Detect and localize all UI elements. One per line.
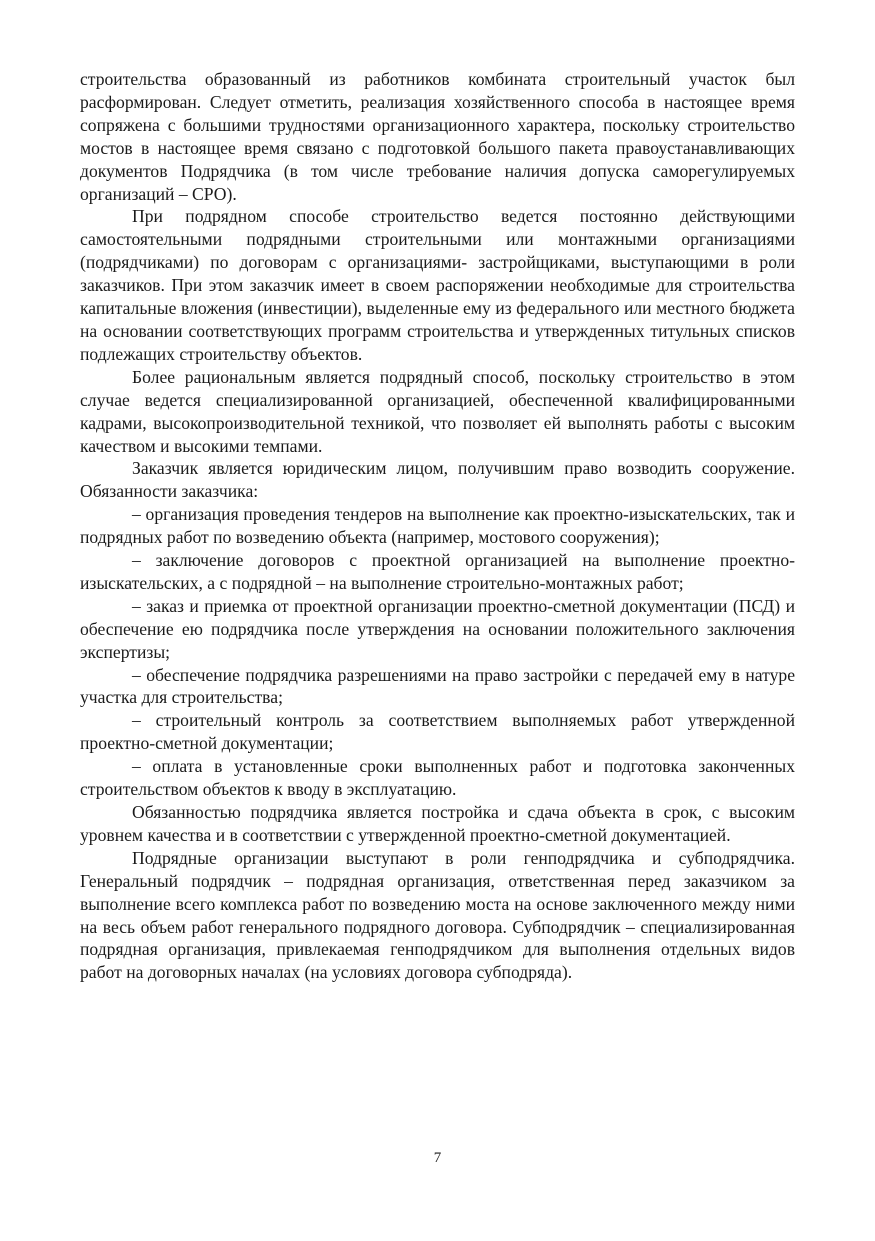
list-item-contracts: – заключение договоров с проектной организацией на выполнение проектно-изыскательских, а с подрядной – на выполнение строительно-монтажных работ; xyxy=(80,550,795,593)
paragraph-contract-method: При подрядном способе строительство ведется постоянно действующими самостоятельными подрядными строительными или монтажными организациями (подрядчиками) по договорам с организациями- застройщиками, выступающими в роли заказчиков. При этом заказчик имеет в своем распоряжении необходимые для строительства капитальные вложения (инвестиции), выделенные ему из федерального или местного бюджета на основании соответствующих программ строительства и утвержденных титульных списков подлежащих строительству объектов. xyxy=(80,206,795,364)
list-item-payment: – оплата в установленные сроки выполненных работ и подготовка законченных строительством объектов к вводу в эксплуатацию. xyxy=(80,756,795,800)
list-item-design-docs: – заказ и приемка от проектной организации проектно-сметной документации (ПСД) и обеспечение ею подрядчика после утверждения на основании положительного заключения экспертизы; xyxy=(80,595,795,662)
list-item-control: – строительный контроль за соответствием выполняемых работ утвержденной проектно-сметной документации; xyxy=(80,710,795,754)
list-item-permits: – обеспечение подрядчика разрешениями на право застройки с передачей ему в натуре участка для строительства; xyxy=(80,664,795,708)
paragraph-rational-method: Более рациональным является подрядный способ, поскольку строительство в этом случае ведется специализированной организацией, обеспеченной квалифицированными кадрами, высокопроизводительной техникой, что позволяет ей выполнять работы с высоким качеством и высокими темпами. xyxy=(80,366,795,456)
paragraph-continuation: строительства образованный из работников комбината строительный участок был расформирован. Следует отметить, реализация хозяйственного способа в настоящее время сопряжена с большими трудностями организационного характера, поскольку строительство мостов в настоящее время связано с подготовкой большого пакета правоустанавливающих документов Подрядчика (в том числе требование наличия допуска саморегулируемых организаций – СРО). xyxy=(80,69,795,204)
paragraph-contractor-duty: Обязанностью подрядчика является постройка и сдача объекта в срок, с высоким уровнем качества и в соответствии с утвержденной проектно-сметной документацией. xyxy=(80,802,795,845)
paragraph-customer-definition: Заказчик является юридическим лицом, получившим право возводить сооружение. Обязанности заказчика: xyxy=(80,458,795,502)
paragraph-general-contractor: Подрядные организации выступают в роли генподрядчика и субподрядчика. Генеральный подрядчик – подрядная организация, ответственная перед заказчиком за выполнение всего комплекса работ по возведению моста на основе заключенного между ними на весь объем работ генерального подрядного договора. Субподрядчик – специализированная подрядная организация, привлекаемая генподрядчиком для выполнения отдельных видов работ на договорных началах (на условиях договора субподряда). xyxy=(80,847,795,983)
list-item-tenders: – организация проведения тендеров на выполнение как проектно-изыскательских, так и подрядных работ по возведению объекта (например, мостового сооружения); xyxy=(80,504,795,548)
page-number: 7 xyxy=(433,1150,442,1166)
page-body xyxy=(80,68,795,984)
